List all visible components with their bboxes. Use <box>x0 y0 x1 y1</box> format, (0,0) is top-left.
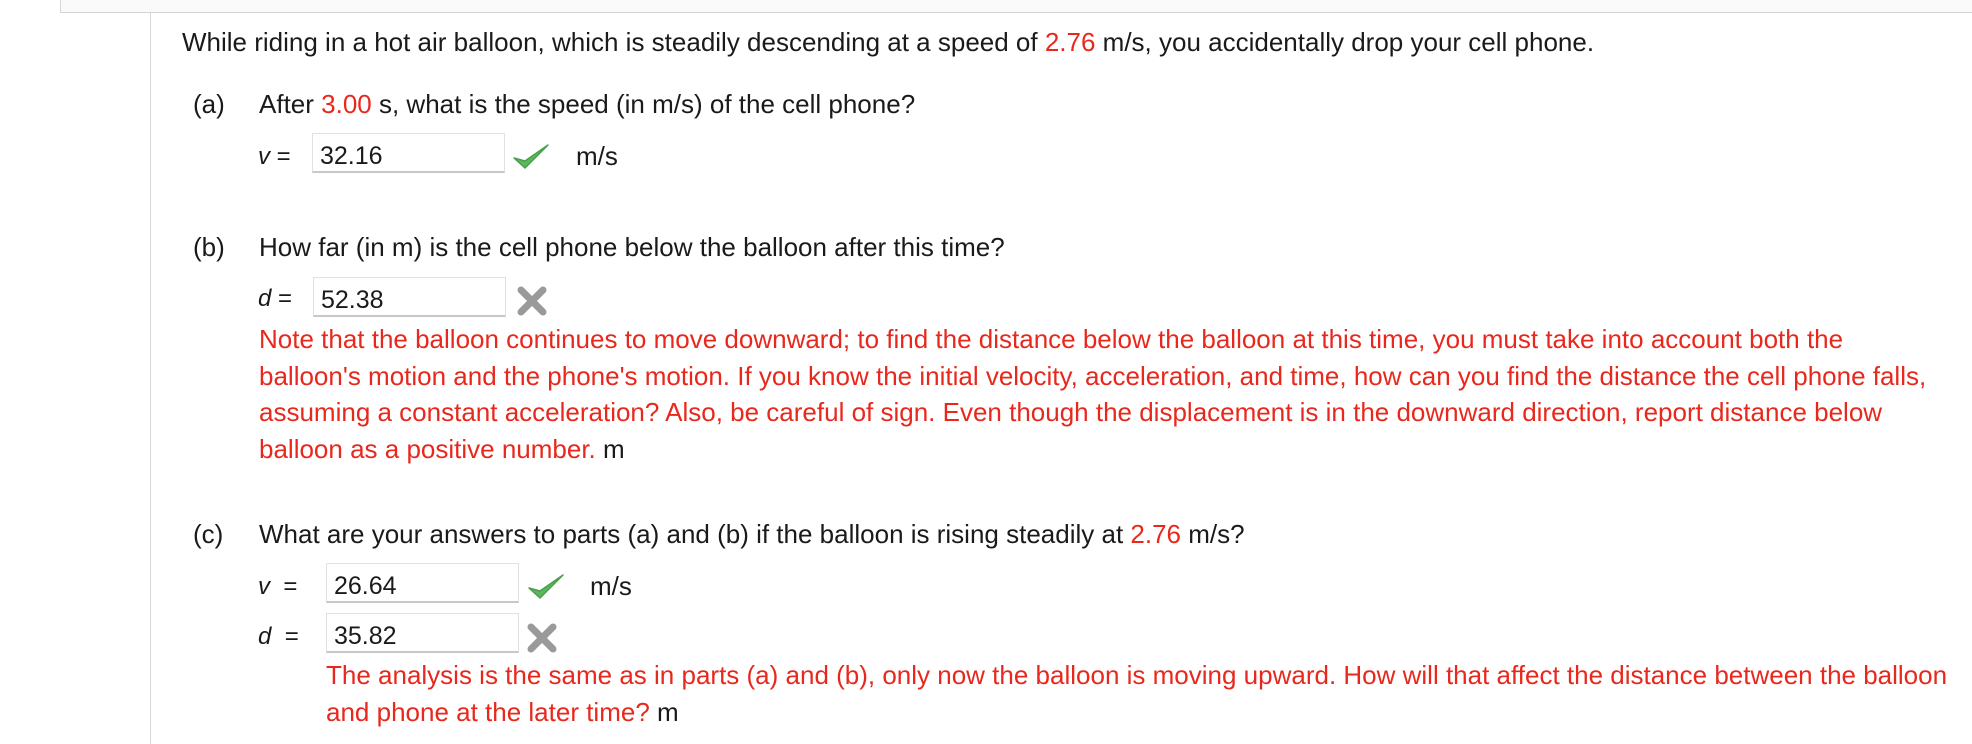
part-c-d-equals: = <box>284 623 299 650</box>
part-a-unit: m/s <box>576 141 618 171</box>
part-b-unit: m <box>603 433 625 464</box>
part-a-answer-field[interactable]: 32.16 <box>312 133 505 173</box>
part-c-prompt-text-end: m/s? <box>1181 519 1245 549</box>
part-c-d-label <box>258 622 299 652</box>
part-c-speed-value: 2.76 <box>1130 519 1182 549</box>
question-intro <box>182 27 1594 57</box>
check-icon <box>526 572 566 602</box>
part-c-v-equals: = <box>283 573 298 600</box>
part-c-label: (c) <box>193 519 224 549</box>
part-c-v-answer-field[interactable]: 26.64 <box>326 563 519 603</box>
part-a-equals: = <box>276 143 291 170</box>
left-frame-border <box>150 12 151 744</box>
intro-value: 2.76 <box>1044 27 1096 57</box>
part-a-prompt <box>259 89 915 119</box>
top-frame <box>60 0 1972 13</box>
part-a-prompt-text: After <box>259 89 322 119</box>
part-b-feedback-text: Note that the balloon continues to move downward; to find the distance below the balloon at this time, you must take into account both the balloon's motion and the phone's motion. If you know the initial velocity, acceleration, and time, how can you find the distance the cell phone falls, assuming a constant acceleration? Also, be careful of sign. Even though the displacement is in the downward direction, report distance below balloon as a positive number. <box>259 324 1927 464</box>
part-a-prompt-text-end: s, what is the speed (in m/s) of the cell phone? <box>371 89 916 119</box>
cross-icon <box>515 284 549 318</box>
part-c-v-unit: m/s <box>590 571 632 601</box>
part-a-var: v <box>258 143 270 170</box>
part-c-d-answer-field[interactable]: 35.82 <box>326 613 519 653</box>
part-c-d-unit: m <box>657 696 679 727</box>
part-b-answer-field[interactable]: 52.38 <box>313 277 506 317</box>
part-c-v-var: v <box>258 573 270 600</box>
part-b-var: d <box>258 285 272 312</box>
cross-icon <box>525 621 559 655</box>
intro-text: While riding in a hot air balloon, which is steadily descending at a speed of <box>182 27 1045 57</box>
part-c-prompt-text: What are your answers to parts (a) and (b) if the balloon is rising steadily at <box>259 519 1131 549</box>
part-b-equals: = <box>278 285 293 312</box>
part-c-feedback <box>326 657 1956 730</box>
part-b-var-label <box>258 284 292 314</box>
part-a-time-value: 3.00 <box>321 89 372 119</box>
intro-text-end: m/s, you accidentally drop your cell phone. <box>1095 27 1595 57</box>
part-a-var-label <box>258 142 291 172</box>
part-c-d-var: d <box>258 623 272 650</box>
part-c-feedback-text: The analysis is the same as in parts (a) and (b), only now the balloon is moving upward. How will that affect the distance between the balloon and phone at the later time? <box>326 660 1948 727</box>
part-b-label: (b) <box>193 232 225 262</box>
part-b-prompt: How far (in m) is the cell phone below the balloon after this time? <box>259 232 1005 262</box>
check-icon <box>511 142 551 172</box>
part-b-feedback <box>259 321 1949 467</box>
part-c-v-label <box>258 572 297 602</box>
part-c-prompt <box>259 519 1245 549</box>
part-a-label: (a) <box>193 89 225 119</box>
